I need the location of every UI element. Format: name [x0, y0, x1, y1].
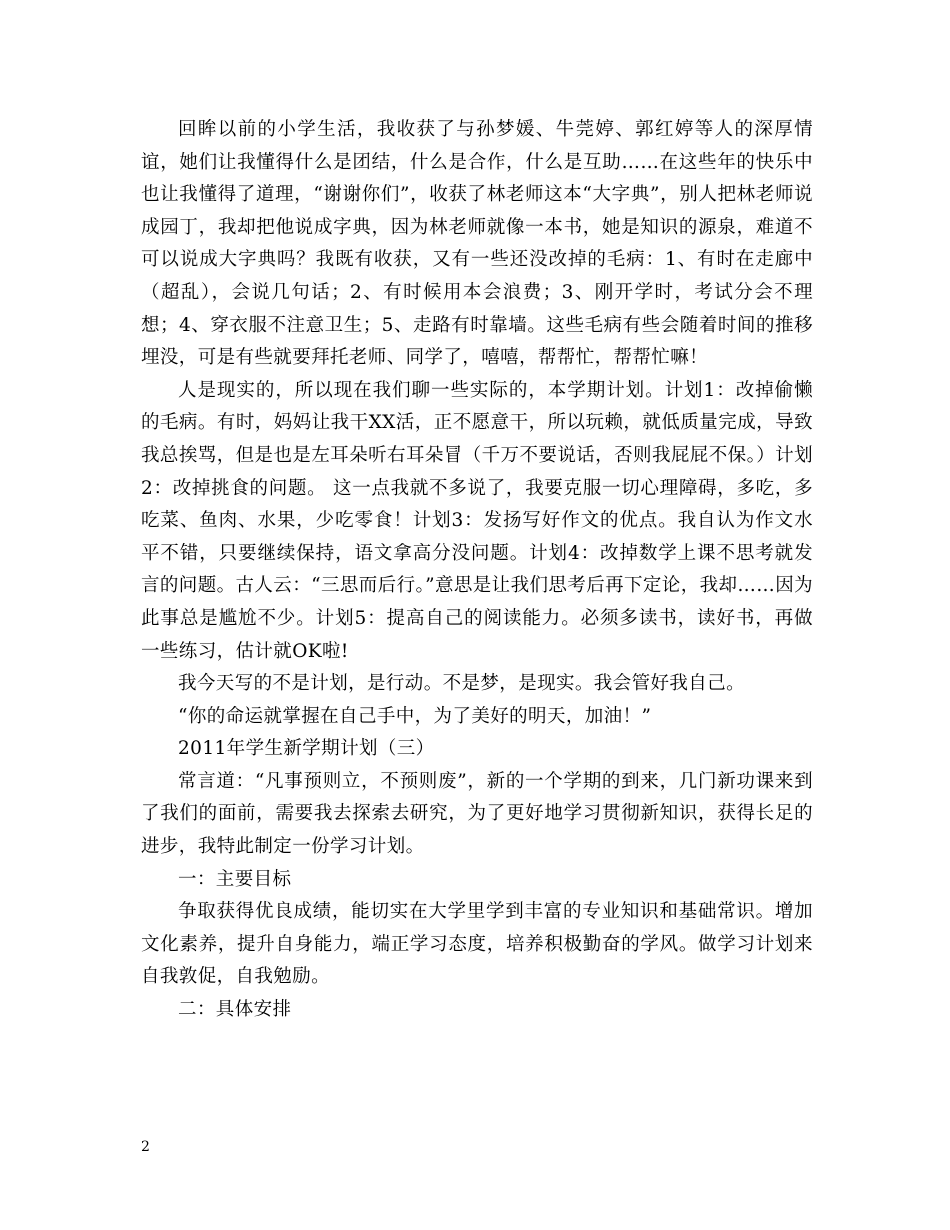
paragraph-motto-quote: “你的命运就掌握在自己手中，为了美好的明天，加油！” — [178, 705, 652, 727]
page-number: 2 — [141, 1139, 150, 1155]
heading-main-goals: 一：主要目标 — [178, 868, 292, 890]
paragraph-action-statement: 我今天写的不是计划，是行动。不是梦，是现实。我会管好我自己。 — [178, 673, 746, 695]
paragraph-semester-plans: 人是现实的，所以现在我们聊一些实际的，本学期计划。计划1：改掉偷懒的毛病。有时，妈妈让我干XX活，正不愿意干，所以玩赖，就低质量完成，导致我总挨骂，但是也是左耳朵听右耳朵冒（千万不要说话，否则我屁屁不保。）计划2：改掉挑食的问题。 这一点我就不多说了，我要克服一切心理障碍，多吃，多吃菜、鱼肉、水果，少吃零食！计划3：发扬写好作文的优点。我自认为作文水平不错，只要继续保持，语文拿高分没问题。计划4：改掉数学上课不思考就发言的问题。古人云：“三思而后行。”意思是让我们思考后再下定论，我却……因为此事总是尴尬不少。计划5：提高自己的阅读能力。必须多读书，读好书，再做一些练习，估计就OK啦! — [141, 379, 813, 662]
heading-specific-arrangements: 二：具体安排 — [178, 999, 292, 1021]
paragraph-goals-detail: 争取获得优良成绩，能切实在大学里学到丰富的专业知识和基础常识。增加文化素养，提升自身能力，端正学习态度，培养积极勤奋的学风。做学习计划来自我敦促，自我勉励。 — [141, 901, 813, 988]
paragraph-introduction: 常言道：“凡事预则立，不预则废”，新的一个学期的到来，几门新功课来到了我们的面前，需要我去探索去研究，为了更好地学习贯彻新知识，获得长足的进步，我特此制定一份学习计划。 — [141, 770, 813, 858]
section-title: 2011年学生新学期计划（三） — [178, 738, 435, 760]
document-body — [141, 114, 813, 1027]
paragraph-review-primary-school: 回眸以前的小学生活，我收获了与孙梦媛、牛莞婷、郭红婷等人的深厚情谊，她们让我懂得什么是团结，什么是合作，什么是互助……在这些年的快乐中也让我懂得了道理，“谢谢你们”，收获了林老师这本“大字典”，别人把林老师说成园丁，我却把他说成字典，因为林老师就像一本书，她是知识的源泉，难道不可以说成大字典吗？我既有收获，又有一些还没改掉的毛病：1、有时在走廊中（超乱），会说几句话；2、有时候用本会浪费；3、刚开学时，考试分会不理想；4、穿衣服不注意卫生；5、走路有时靠墙。这些毛病有些会随着时间的推移埋没，可是有些就要拜托老师、同学了，嘻嘻，帮帮忙，帮帮忙嘛！ — [141, 119, 813, 369]
